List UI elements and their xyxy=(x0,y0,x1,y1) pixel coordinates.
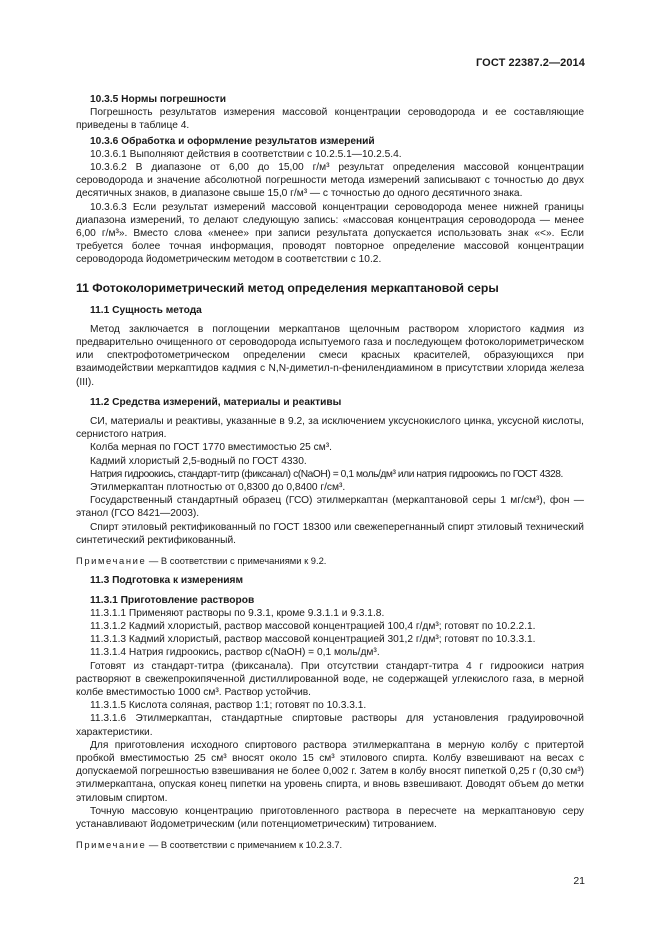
note-2 xyxy=(76,838,584,851)
section-11-2-title: 11.2 Средства измерений, материалы и реактивы xyxy=(90,396,342,408)
section-11-1-title: 11.1 Сущность метода xyxy=(90,304,202,316)
paragraph-10-3-6-1: 10.3.6.1 Выполняют действия в соответствии с 10.2.5.1—10.2.5.4. xyxy=(90,148,402,160)
note-2-text: — В соответствии с примечанием к 10.2.3.7. xyxy=(148,839,343,851)
paragraph-fixanal: Готовят из стандарт-титра (фиксанала). При отсутствии стандарт-титра 4 г гидроокиси натрия растворяют в свежепрокипяченной дистиллированной воде, не содержащей углекислого газа, в мерной колбе вместимостью 1000 см³. Раствор устойчив. xyxy=(76,660,584,698)
note-2-label: Примечание xyxy=(76,839,147,851)
note-1 xyxy=(76,554,584,567)
section-10-3-5-text: Погрешность результатов измерения массовой концентрации сероводорода и ее составляющие приведены в таблице 4. xyxy=(76,107,584,132)
section-11-2-paragraph-6: Государственный стандартный образец (ГСО) этилмеркаптан (меркаптановой серы 1 мг/см³), фон — этанол (ГСО 8421—2003). xyxy=(76,495,584,520)
section-11-2-paragraph-4: Натрия гидроокись, стандарт-титр (фиксанал) c(NaOH) = 0,1 моль/дм³ или натрия гидроокись по ГОСТ 4328. xyxy=(90,468,563,480)
section-11-3-title: 11.3 Подготовка к измерениям xyxy=(90,575,243,587)
paragraph-11-3-1-5: 11.3.1.5 Кислота соляная, раствор 1:1; готовят по 10.3.3.1. xyxy=(90,700,367,712)
paragraph-concentration: Точную массовую концентрацию приготовленного раствора в пересчете на меркаптановую серу устанавливают йодометрическим (или потенциометрическим) титрованием. xyxy=(76,805,584,830)
section-11-2-paragraph-2: Колба мерная по ГОСТ 1770 вместимостью 25 см³. xyxy=(90,442,332,454)
section-11-title: 11 Фотоколориметрический метод определения меркаптановой серы xyxy=(76,280,499,295)
section-10-3-6-title: 10.3.6 Обработка и оформление результатов измерений xyxy=(90,135,375,147)
section-10-3-5-title: 10.3.5 Нормы погрешности xyxy=(90,94,227,105)
paragraph-11-3-1-6: 11.3.1.6 Этилмеркаптан, стандартные спиртовые растворы для установления градуировочной характеристики. xyxy=(76,713,584,738)
section-11-2-paragraph-3: Кадмий хлористый 2,5-водный по ГОСТ 4330. xyxy=(90,455,307,467)
section-11-1-text: Метод заключается в поглощении меркаптанов щелочным раствором хлористого кадмия из предварительно очищенного от сероводорода испытуемого газа и последующем фотоколориметрическом или спектрофотометрическом определении смеси красных красителей, образующихся при взаимодействии меркаптидов кадмия с N,N-диметил-n-фенилендиамином в присутствии хлорида железа (III). xyxy=(76,323,584,388)
paragraph-11-3-1-2: 11.3.1.2 Кадмий хлористый, раствор массовой концентрацией 100,4 г/дм³; готовят по 10.2.2.1. xyxy=(90,620,536,632)
paragraph-10-3-6-2: 10.3.6.2 В диапазоне от 6,00 до 15,00 г/м³ результат определения массовой концентрации сероводорода и значение абсолютной погрешности метода измерений записывают с точностью до двух десятичных знаков, в диапазоне свыше 15,0 г/м³ — с точностью до одного десятичного знака. xyxy=(76,162,584,200)
document-code-header: ГОСТ 22387.2—2014 xyxy=(475,57,585,69)
section-11-2-paragraph-7: Спирт этиловый ректификованный по ГОСТ 18300 или свежеперегнанный спирт этиловый технический синтетический ректификованный. xyxy=(76,521,584,546)
note-1-label: Примечание xyxy=(76,555,147,567)
paragraph-11-3-1-4: 11.3.1.4 Натрия гидроокись, раствор c(NaOH) = 0,1 моль/дм³. xyxy=(90,647,380,659)
section-11-2-paragraph-1: СИ, материалы и реактивы, указанные в 9.2, за исключением уксуснокислого цинка, уксусной кислоты, сернистого натрия. xyxy=(76,416,584,441)
paragraph-stock-solution: Для приготовления исходного спиртового раствора этилмеркаптана в мерную колбу с притертой пробкой вместимостью 25 см³ вносят около 15 см³ этилового спирта. Колбу взвешивают на весах с допускаемой погрешностью взвешивания не более 0,002 г. Затем в колбу вносят пипеткой 0,25 г (0,30 см³) этилмеркаптана, опуская конец пипетки на уровень спирта, и вновь взвешивают. Доводят объем до метки этиловым спиртом. xyxy=(76,739,584,804)
paragraph-11-3-1-3: 11.3.1.3 Кадмий хлористый, раствор массовой концентрацией 301,2 г/дм³; готовят по 10.3.3.1. xyxy=(90,634,536,646)
page-number: 21 xyxy=(573,875,585,887)
section-11-2-paragraph-5: Этилмеркаптан плотностью от 0,8300 до 0,8400 г/см³. xyxy=(90,482,346,494)
paragraph-11-3-1-1: 11.3.1.1 Применяют растворы по 9.3.1, кроме 9.3.1.1 и 9.3.1.8. xyxy=(90,607,385,619)
section-11-3-1-title: 11.3.1 Приготовление растворов xyxy=(90,594,255,606)
paragraph-10-3-6-3: 10.3.6.3 Если результат измерений массовой концентрации сероводорода менее нижней границы диапазона измерений, то делают следующую запись: «массовая концентрация сероводорода — менее 6,00 г/м³». Вместо слова «менее» при записи результата допускается использовать знак «<». Если требуется более точная информация, проводят повторное определение массовой концентрации сероводорода йодометрическим методом в соответствии с 10.2. xyxy=(76,201,584,266)
note-1-text: — В соответствии с примечаниями к 9.2. xyxy=(148,555,327,567)
page-content xyxy=(76,93,584,853)
